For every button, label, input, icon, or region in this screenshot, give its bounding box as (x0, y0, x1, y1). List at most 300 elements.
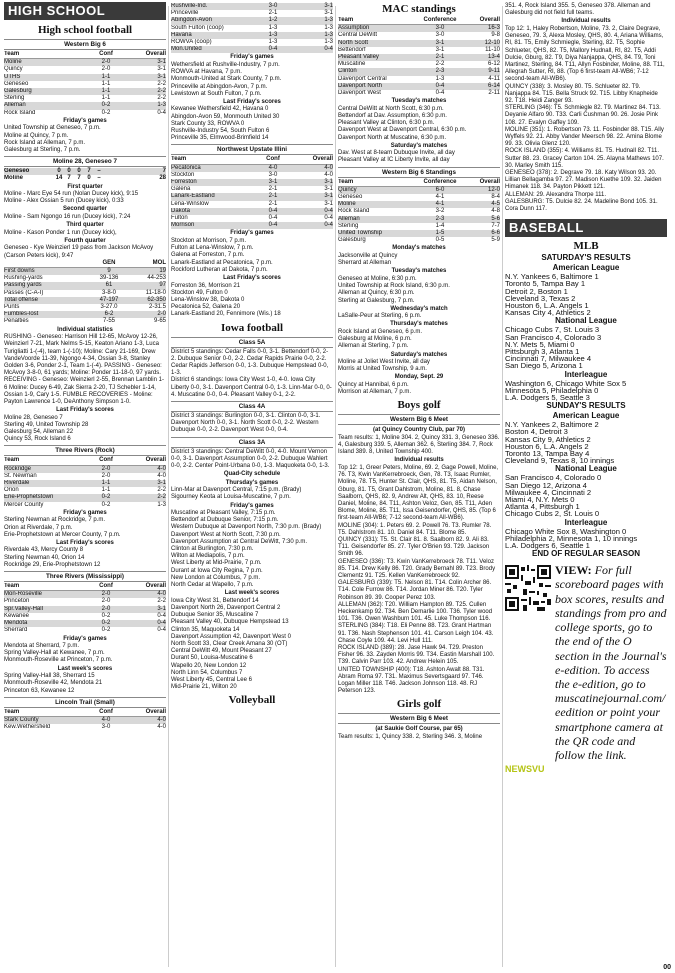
text-line: Lewistown at South Fulton, 7 p.m. (171, 90, 262, 97)
table-cell: 2-2 (157, 598, 166, 605)
table-cell: 5-6 (491, 215, 500, 222)
table-cell: Erie-Prophetstown (4, 494, 54, 501)
text-line: Moline - Alex Ossian 5 run (Ducey kick), 0:33 (4, 198, 124, 205)
results-text: GENESEO (378): 2. Degrave 79. 18. Katy Wilson 93. 20. Lillian Bellagamba 97. 27. Madison Kuethe 109. 32. Jaiden Himanek 118. 34. Payton Pikkett 121. (505, 169, 662, 191)
table-row (4, 717, 166, 724)
text-line: Rock Island at Geneseo, 6 p.m. (338, 328, 423, 335)
table-cell: Quincy (338, 186, 357, 193)
game-list (171, 510, 333, 589)
table-cell: 3-1 (324, 193, 333, 200)
text-line: Quincy 53, Rock Island 6 (4, 436, 71, 443)
table-cell: 9-65 (153, 318, 166, 325)
table-cell: 2-2 (435, 61, 445, 68)
line-score-cell: – (97, 168, 101, 175)
game-list (4, 517, 166, 539)
table-cell: 2-1 (268, 186, 278, 193)
table-cell: 1-3 (435, 75, 445, 82)
score-list (505, 528, 667, 550)
table-cell: ROWVA (coop) (171, 39, 212, 46)
text-line: Wilton at Mediapolis, 7 p.m. (171, 553, 245, 560)
line-score-row (4, 175, 166, 182)
table-header (4, 583, 166, 591)
scoring-play (4, 245, 166, 259)
text-line: West Liberty at Mid-Prairie, 7 p.m. (171, 560, 262, 567)
subhead: Monday, Sept. 29 (394, 374, 444, 381)
table-cell: Princeville (171, 10, 199, 17)
text-line: Philadelphia 2, Minnesota 1, 10 innings (505, 533, 638, 543)
table-cell: 1-1 (101, 487, 111, 494)
table-row (338, 25, 500, 32)
subhead-meet: Western Big 6 Meet (338, 713, 500, 724)
table-cell: Moline (4, 59, 22, 66)
column-3 (338, 0, 500, 741)
scoring-play (4, 214, 166, 221)
text-line: Stockton at Morrison, 7 p.m. (171, 237, 247, 244)
standings-table (338, 179, 500, 245)
results-text: GENESEO (336): T3. Kwin VanKerrebroeck 78. T11. Veloz 85. T14. Drew Kelly 86. T20. Grady Bernahl 89. T23. Brody Clementz 91. T25. Kellen VanKerrebroeck 92. (338, 558, 496, 579)
text-line: Sherrard at Alleman (338, 260, 392, 267)
line-score-cell: Geneseo (4, 168, 30, 175)
table-row (171, 32, 333, 39)
subhead-three-rivers-miss: Three Rivers (Mississippi) (4, 571, 166, 582)
table-row (4, 59, 166, 66)
table-cell: 4-5 (491, 201, 500, 208)
score-list (505, 326, 667, 369)
box-score-title: Moline 28, Geneseo 7 (4, 156, 166, 167)
table-cell: Geneseo (4, 80, 29, 87)
table-cell: 0-4 (157, 109, 166, 116)
column-header: Overall (145, 457, 166, 464)
table-cell: Galena (171, 186, 191, 193)
text-line: Clinton 35, Maquoketa 14 (171, 626, 240, 633)
table-cell: United Township (338, 230, 382, 237)
section-banner-baseball: BASEBALL (505, 219, 667, 237)
table-row (338, 68, 500, 75)
score-list (505, 273, 667, 316)
course-note: (at Saukie Golf Course, par 65) (375, 726, 463, 733)
text-line: United Township at Rock Island, 6:30 p.m. (338, 283, 450, 290)
subhead: Thursday's matches (390, 321, 448, 328)
text-line: Riverdale 43, Mercy County 8 (4, 547, 84, 554)
text-line: Sterling Newman 40, Orion 14 (4, 554, 85, 561)
table-cell: 3-27.0 (100, 303, 118, 310)
score-list (171, 283, 333, 319)
table-cell: Punts (4, 303, 20, 310)
text-line: Princeville at Abingdon-Avon, 7 p.m. (171, 83, 268, 90)
standings-table (171, 156, 333, 229)
table-cell: 4-0 (157, 724, 166, 731)
table-cell: Kew.Wethersfield (4, 724, 51, 731)
table-cell: 1-3 (157, 102, 166, 109)
text-line: Bettendorf at Dav. Assumption, 6:30 p.m. (338, 112, 447, 119)
text-line: Toronto 5, Tampa Bay 1 (505, 279, 586, 289)
table-cell: 3-1 (157, 73, 166, 80)
text-line: San Francisco 4, Colorado 3 (505, 332, 602, 342)
table-row (171, 222, 333, 229)
table-cell: Kewanee (4, 612, 30, 619)
column-header: Overall (312, 156, 333, 163)
table-cell: 5-9 (491, 237, 500, 244)
table-cell: Sherrard (4, 627, 28, 634)
subhead-class-3a: Class 3A (171, 437, 333, 448)
table-row (171, 172, 333, 179)
team-stats (4, 260, 166, 326)
table-cell: 3-1 (157, 59, 166, 66)
line-score-cell: 28 (159, 175, 166, 182)
text-line: Forreston 36, Morrison 21 (171, 282, 241, 289)
table-cell: 2-1 (435, 54, 445, 61)
text-line: New London at Columbus, 7 p.m. (171, 574, 261, 581)
subhead: Friday's games (63, 117, 107, 124)
subhead-class-5a: Class 5A (171, 337, 333, 348)
table-cell: 1-5 (435, 230, 445, 237)
subhead-saturday: SATURDAY'S RESULTS (541, 253, 631, 263)
table-header (338, 17, 500, 25)
table-cell: 97 (159, 282, 166, 289)
text-line: Moline - Sam Ngongo 16 run (Ducey kick), 7:24 (4, 213, 131, 220)
subhead: Friday's games (63, 509, 107, 516)
subhead: Second quarter (62, 206, 107, 213)
text-line: Spring Valley-Hall 38, Sherrard 15 (4, 673, 95, 680)
subhead: Saturday's matches (390, 351, 448, 358)
table-row (338, 54, 500, 61)
results-text: MOLINE (351): 1. Robertson 73. 11. Fosbinder 88. T15. Ally Wyffels 92. 21. Abby Vander Meersch 98. 22. Amina Blome 99. 33. Olivia Glenz 120. (505, 126, 664, 148)
table-row (171, 39, 333, 46)
table-header (338, 179, 500, 187)
table-cell: 6-2 (104, 311, 114, 318)
scoring-play (4, 230, 166, 237)
subhead-american-league: American League (552, 411, 620, 421)
table-cell: Fulton (171, 215, 188, 222)
text-line: ROWVA at Havana, 7 p.m. (171, 69, 242, 76)
table-row (4, 297, 166, 304)
table-row (171, 46, 333, 53)
column-header: Overall (145, 51, 166, 57)
table-row (338, 194, 500, 201)
table-cell: 8-4 (491, 194, 500, 201)
table-row (338, 40, 500, 47)
table-cell: Passing yards (4, 282, 42, 289)
table-row (338, 201, 500, 208)
table-cell: 3-1 (268, 179, 278, 186)
table-cell: 2-11 (488, 90, 500, 97)
table-header (4, 709, 166, 717)
text-line: Monmouth-United at Stark County, 7 p.m. (171, 76, 282, 83)
table-cell: Clinton (338, 68, 357, 75)
table-row (171, 208, 333, 215)
results-text: Team results: 1, Quincy 338. 2, Sterling 346. 3, Moline (338, 733, 483, 740)
table-cell: Riverdale (4, 480, 30, 487)
table-cell: 2-1 (268, 200, 278, 207)
table-cell: Spr.Valley-Hall (4, 605, 43, 612)
headline-hs-football: High school football (37, 24, 133, 36)
table-cell: Moline (338, 201, 356, 208)
column-divider (168, 6, 169, 967)
table-row (171, 3, 333, 10)
table-cell: 12-10 (484, 39, 500, 46)
table-cell: 6-6 (491, 230, 500, 237)
text-line: Mid-Prairie 21, Wilton 20 (171, 684, 237, 691)
text-line: Pleasant Valley at Clinton, 6:30 p.m. (338, 120, 435, 127)
line-score-cell: 14 (55, 175, 63, 182)
text-line: Mendota at Sherrard, 7 p.m. (4, 643, 80, 649)
text-line: Princeton 63, Kewanee 12 (4, 687, 75, 694)
subhead: Friday's games (230, 54, 274, 61)
score-list (4, 547, 166, 569)
view-label: VIEW: (555, 563, 592, 578)
results-text: ROCK ISLAND (389): 28. Jase Hawk 94. T29. Preston Fisher 96. 33. Zayden Morris 99. T34. Eastin Marshall 100. T39. Calvin Parr 103. 42. Andrew Helein 105. (338, 645, 495, 666)
table-cell: 2-2 (157, 95, 166, 102)
table-cell: 3-2 (435, 208, 445, 215)
text-line: Kansas City 4, Athletics 2 (505, 308, 591, 318)
table-cell: 1-3 (268, 24, 278, 31)
table-row (4, 606, 166, 613)
table-cell: 16-3 (487, 25, 500, 32)
table-row (4, 487, 166, 494)
column-header: GEN (102, 259, 116, 266)
table-row (4, 466, 166, 473)
game-list (4, 125, 166, 154)
table-cell: 1-3 (157, 501, 166, 508)
subhead-interleague: Interleague (564, 517, 608, 527)
table-cell: Sterling (4, 95, 25, 102)
text-line: San Francisco 4, Colorado 0 (505, 473, 602, 483)
table-row (4, 268, 166, 275)
line-score-cell: 0 (57, 168, 61, 175)
subhead-nui: Northwest Upstate Illini (171, 144, 333, 155)
text-line: Morris at United Township, 9 a.m. (338, 366, 427, 373)
subhead-national-league: National League (555, 464, 617, 474)
subhead-meet: Western Big 6 Meet (338, 414, 500, 425)
subhead-wb6-standings: Western Big 6 Standings (338, 167, 500, 178)
table-row (171, 215, 333, 222)
table-row (4, 627, 166, 634)
table-cell: 4-0 (157, 716, 166, 723)
table-row (4, 95, 166, 102)
table-cell: St. Newman (4, 472, 37, 479)
match-list (338, 276, 500, 305)
text-line: Davenport North at Muscatine, 6:30 p.m. (338, 134, 447, 141)
subhead: Last week's scores (57, 665, 113, 672)
results-text: QUINCY (338): 3. Mosley 80. T5. Schlueter 82. T9. Nanjappa 84. T15. Bella Struck 92. T15. Libby Knapheide 92. T18. Heidi Zanger 93. (505, 83, 658, 104)
column-1 (4, 0, 166, 731)
table-cell: Abingdon-Avon (171, 17, 212, 24)
results-text: STERLING (384): T18. Eli Penne 88. T23. Grant Hartman 91. T36. Nash Stephenson 101. 41. Carson Leigh 104. 43. Chase Coyle 109. 44. Levi Hull 111. (338, 623, 494, 644)
table-cell: Rock Island (338, 208, 370, 215)
column-header: Conf (99, 51, 113, 57)
text-line: N.Y. Yankees 2, Baltimore 2 (505, 420, 599, 430)
match-list (338, 106, 500, 142)
table-cell: 4-0 (157, 591, 166, 598)
score-list (4, 415, 166, 444)
score-list (4, 673, 166, 695)
view-text: For full scoreboard pages with box scores, results and standings from pro and college sports, go to the end of the O section in the Journal's e-edition. To access the e-edition, go to muscatinejournal.com/ eedition or point your smartphone camera at the QR code and follow the link. (555, 563, 667, 762)
text-line: Davenport Assumption 42, Davenport West 0 (171, 633, 291, 640)
table-cell: Davenport Central (338, 75, 387, 82)
table-cell: Mendota (4, 620, 28, 627)
table-cell: North Scott (338, 39, 369, 46)
table-cell: 7-7 (491, 222, 500, 229)
table-row (338, 76, 500, 83)
standings-table (171, 3, 333, 53)
table-cell: Lanark-Eastland (171, 193, 215, 200)
table-cell: 3-1 (435, 39, 445, 46)
table-cell: 2-31.5 (148, 303, 166, 310)
table-cell: Lena-Winslow (171, 200, 209, 207)
table-cell: 3-8-0 (101, 289, 116, 296)
table-cell: 62-350 (147, 296, 166, 303)
results-text: ALLEMAN: 29. Alexandra Thorpe 111. (505, 191, 607, 198)
table-row (4, 494, 166, 501)
table-cell: Stockton (171, 171, 195, 178)
table-row (4, 290, 166, 297)
text-line: Galesburg at Moline, 6 p.m. (338, 336, 412, 343)
text-line: Houston 6, L.A. Angels 1 (505, 301, 589, 310)
table-cell: 2-3 (435, 68, 445, 75)
table-cell: 3-1 (157, 480, 166, 487)
table-row (171, 186, 333, 193)
text-line: Western Dubuque at Davenport North, 7:30 p.m. (Brady) (171, 524, 322, 531)
table-row (4, 473, 166, 480)
text-line: North Cedar at Wapello, 7 p.m. (171, 582, 254, 589)
subhead-class-4a: Class 4A (171, 401, 333, 412)
results-text: MOLINE (304): 1. Peters 69. 2. Powell 76. T3. Rumler 78. T5. Dahlstrom 81. 10. Daniel 84. T11. Blome 85. (338, 522, 492, 536)
table-cell: 0-4 (324, 207, 333, 214)
table-cell: 11-10 (485, 46, 500, 53)
text-line: N.Y. Mets 5, Miami 0 (505, 339, 575, 349)
table-cell: 0-2 (101, 494, 111, 501)
standings-text: District 5 standings: Cedar Falls 0-0, 3-1. Bettendorf 0-0, 2-2. Dubuque Senior 0-0, 2-2. Cedar Rapids Prairie 0-0, 2-2. Cedar Rapids Jefferson 0-0, 1-3. Dubuque Hempstead 0-0, 1-3. (171, 348, 329, 377)
standings-table (4, 709, 166, 732)
table-cell: 1-4 (435, 222, 445, 229)
line-score-cell: 0 (67, 168, 71, 175)
standings-table (4, 457, 166, 508)
text-line: N.Y. Yankees 6, Baltimore 1 (505, 272, 599, 282)
table-cell: 0-2 (101, 102, 111, 109)
results-text: QUINCY (331): T5. St. Clair 81. 8. Saalborn 82. 9. Ali 83. T11. Geisendorfer 85. 27. Tyler O'Brien 93. T29. Jackson Smith 96. (338, 536, 490, 558)
table-cell: Mercer County (4, 501, 44, 508)
table-cell: 4-0 (324, 171, 333, 178)
table-cell: Rock Island (4, 109, 36, 116)
line-score-cell: – (97, 175, 101, 182)
score-list (171, 598, 333, 692)
table-cell: 3-1 (324, 3, 333, 9)
text-line: North Scott 33, Clear Creek Amana 30 (OT) (171, 641, 288, 648)
table-cell: 1-3 (324, 39, 333, 46)
table-row (171, 17, 333, 24)
table-cell: 47-197 (99, 296, 119, 303)
table-row (4, 311, 166, 318)
qr-code-icon[interactable] (505, 565, 551, 611)
text-line: Minnesota 5, Philadelphia 0 (505, 385, 599, 395)
table-row (338, 216, 500, 223)
subhead: Friday's games (63, 635, 107, 642)
results-text: STERLING (346): T5. Schmiegle 82. T9. Martinez 84. T13. Deyanie Alfaro 90. T33. Carli Cushman 90. 26. Josie Pink 108. 27. Evalyn Gaffey 109. (505, 105, 661, 126)
table-cell: First downs (4, 267, 35, 274)
line-score-cell: 7 (87, 168, 91, 175)
headline-girls-golf: Girls golf (396, 698, 442, 711)
text-line: Chicago Cubs 2, St. Louis 0 (505, 509, 600, 519)
column-divider (335, 6, 336, 967)
table-cell: 0-4 (324, 215, 333, 222)
table-cell: 0-4 (435, 90, 445, 97)
table-row (338, 61, 500, 68)
table-cell: Davenport North (338, 82, 383, 89)
results-text: ALLEMAN (362): T20. William Hampton 89. T25. Cullen Heckenkamp 92. T34. Ben Demarlie 100. T36. Tyler wood 101. T36. Owen Washburn 101. 45. Luke Thompson 116. (338, 601, 493, 623)
table-cell: 1-1 (101, 480, 111, 487)
text-line: Central DeWitt at North Scott, 6:30 p.m. (338, 105, 444, 112)
table-cell: Orion (4, 487, 19, 494)
text-line: Wapello 20, New London 12 (171, 662, 247, 669)
headline-mac-standings: MAC standings (382, 3, 456, 15)
table-cell: Davenport West (338, 90, 381, 97)
table-cell: 0-4 (268, 207, 278, 214)
table-cell: Princeton (4, 598, 30, 605)
column-header: Conf (99, 708, 113, 715)
line-score-cell: 7 (77, 175, 81, 182)
table-cell: 4-0 (101, 716, 111, 723)
results-text: UNITED TOWNSHIP (400): T18. Ashton Awalt 88. T31. Abram Roma 97. T31. Maximus Severtsgaard 97. T46. Logan Miller 118. T46. Jackson Johnson 118. 48. RJ Peterson 123. (338, 666, 485, 695)
text-line: Iowa City West 31, Bettendorf 14 (171, 597, 259, 604)
table-cell: 11-18-0 (145, 289, 166, 296)
table-cell: 2-0 (101, 465, 111, 472)
match-list (338, 150, 500, 164)
standings-table (4, 583, 166, 634)
text-line: Linn-Mar at Davenport Central, 7:15 p.m. (Brady) (171, 487, 302, 494)
table-cell: 3-1 (324, 179, 333, 186)
table-row (171, 179, 333, 186)
table-cell: 3-0 (268, 3, 278, 9)
table-cell: 2-1 (268, 10, 278, 17)
results-text: GALESBURG (339): T5. Nelson 81. T14. Colin Archer 86. T14. Cole Furrow 86. T14. Jordan Miner 86. T20. Tyler Robinson 89. 39. Cooper Perez 103. (338, 580, 492, 601)
standings-table (338, 17, 500, 97)
text-line: Houston 6, L.A. Angels 2 (505, 441, 589, 451)
table-cell: 2-0 (101, 605, 111, 612)
subhead: Monday's matches (392, 245, 446, 252)
text-line: Muscatine at Pleasant Valley, 7:15 p.m. (171, 510, 276, 517)
text-line: Sterling Newman at Rockridge, 7 p.m. (4, 517, 106, 524)
text-line: Galesburg 54, Alleman 22 (4, 429, 74, 436)
line-score (4, 168, 166, 182)
text-line: Cleveland 9, Texas 8, 10 innings (505, 456, 615, 466)
table-row (4, 502, 166, 509)
text-line: Moline - Kason Ponder 1 run (Ducey kick), (4, 229, 117, 236)
table-cell: Assumption (338, 25, 370, 32)
column-header: Overall (145, 583, 166, 590)
text-line: Milwaukee 4, Cincinnati 2 (505, 487, 592, 497)
text-line: Stockton 49, Fulton 0 (171, 289, 228, 296)
text-line: Sterling at Galesburg, 7 p.m. (338, 297, 415, 304)
table-cell: 2-0 (101, 591, 111, 598)
subhead-lincoln-trail: Lincoln Trail (Small) (4, 697, 166, 708)
game-list (171, 487, 333, 501)
table-row (4, 282, 166, 289)
section-banner-high-school: HIGH SCHOOL (4, 2, 166, 20)
results-text: Team results: 1, Moline 304. 2, Quincy 331. 3, Geneseo 336. 4, Galesburg 339. 5, Alleman 362. 6, Sterling 384. 7, Rock Island 389. 8, United Township 400. (338, 434, 500, 456)
match-list (338, 253, 500, 267)
subhead: Third quarter (66, 222, 104, 229)
table-cell: 3-1 (324, 186, 333, 193)
subhead: Thursday's games (225, 479, 279, 486)
table-row (338, 83, 500, 90)
table-row (4, 318, 166, 325)
table-cell: 4-8 (491, 208, 500, 215)
text-line: Dubuque Senior 35, Muscatine 7 (171, 612, 259, 619)
table-cell: 44-253 (147, 275, 166, 282)
table-cell: Alleman (4, 102, 26, 109)
table-row (4, 110, 166, 117)
text-line: Rock Island at Alleman, 7 p.m. (4, 139, 86, 146)
